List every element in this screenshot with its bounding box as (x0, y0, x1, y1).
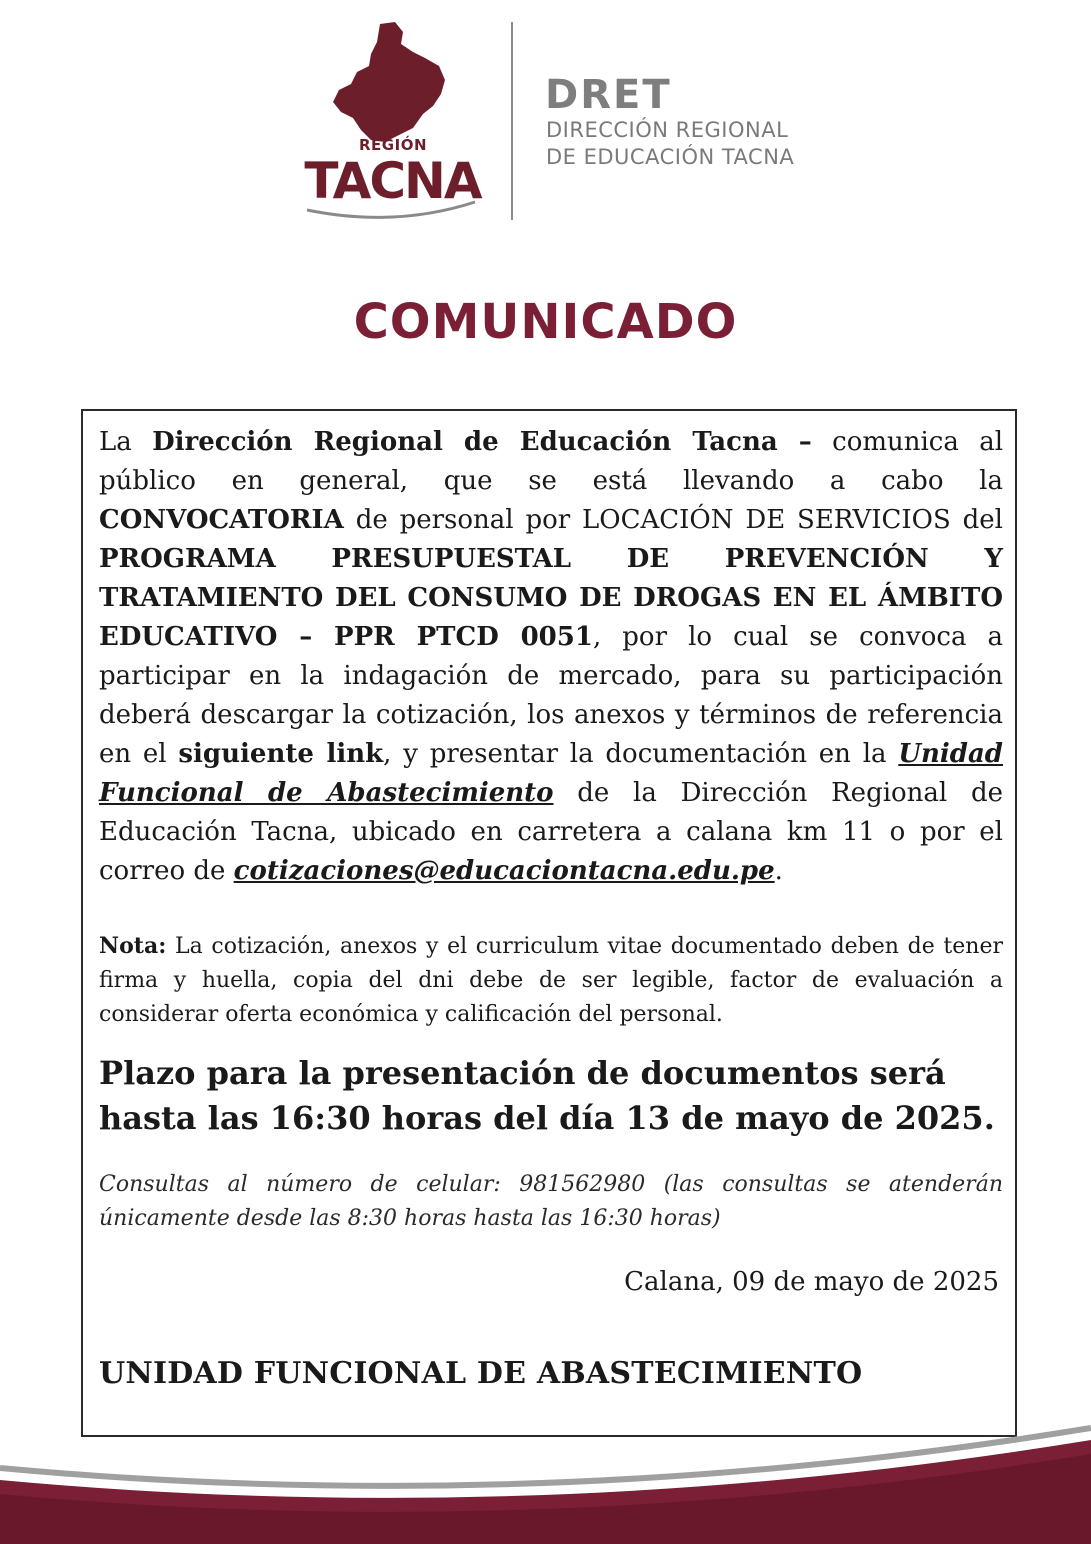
inquiries-text: Consultas al número de celular: 981562980 (las consultas se atenderán únicamente desde las 8:30 horas hasta las 16:30 horas) (99, 1172, 1003, 1231)
org-name-line1: DIRECCIÓN REGIONAL (546, 118, 789, 142)
logo-tacna-text: TACNA (304, 152, 481, 210)
body-text: . (774, 856, 783, 886)
body-program-name: PROGRAMA PRESUPUESTAL DE PREVENCIÓN Y TRATAMIENTO DEL CONSUMO DE DROGAS EN EL ÁMBITO EDUCATIVO – PPR PTCD 0051 (99, 544, 1003, 652)
header-divider (511, 22, 513, 220)
note-text: La cotización, anexos y el curriculum vitae documentado deben de tener firma y huella, copia del dni debe de ser legible, factor de evaluación a considerar oferta económica y calificación del personal. (99, 934, 1003, 1027)
note-label: Nota: (99, 933, 167, 959)
date-line: Calana, 09 de mayo de 2025 (624, 1267, 999, 1297)
org-acronym: DRET (545, 72, 672, 118)
deadline-text: Plazo para la presentación de documentos será hasta las 16:30 horas del día 13 de mayo de 2025. (99, 1054, 995, 1137)
main-paragraph (99, 423, 1003, 891)
region-tacna-logo (285, 18, 500, 223)
body-text: de personal por LOCACIÓN DE SERVICIOS del (343, 505, 1003, 535)
body-org-name: Dirección Regional de Educación Tacna – (152, 427, 812, 457)
body-text: de la Dirección Regional de Educación Tacna, ubicado en carretera a calana km 11 o por el correo de (99, 778, 1004, 886)
body-text: , por lo cual se convoca a participar en la indagación de mercado, para su participación deberá descargar la cotización, los anexos y términos de referencia en el (99, 622, 1004, 769)
body-convocatoria: CONVOCATORIA (99, 505, 344, 535)
body-text: La (99, 427, 153, 457)
footer-decoration (0, 1420, 1091, 1544)
body-link[interactable]: siguiente link (178, 739, 384, 769)
announcement-box (81, 409, 1017, 1437)
body-text: , y presentar la documentación en la (383, 739, 899, 769)
logo-region-text: REGIÓN (359, 136, 427, 154)
body-unit-name: Unidad Funcional de Abastecimiento (99, 739, 1003, 808)
body-text: comunica al público en general, que se está llevando a cabo la (99, 427, 1004, 496)
signature-unit: UNIDAD FUNCIONAL DE ABASTECIMIENTO (99, 1356, 863, 1391)
email-link[interactable]: cotizaciones@educaciontacna.edu.pe (233, 856, 775, 886)
org-name-line2: DE EDUCACIÓN TACNA (546, 145, 795, 169)
page-title: COMUNICADO (353, 294, 738, 350)
note-paragraph (99, 929, 1003, 1032)
